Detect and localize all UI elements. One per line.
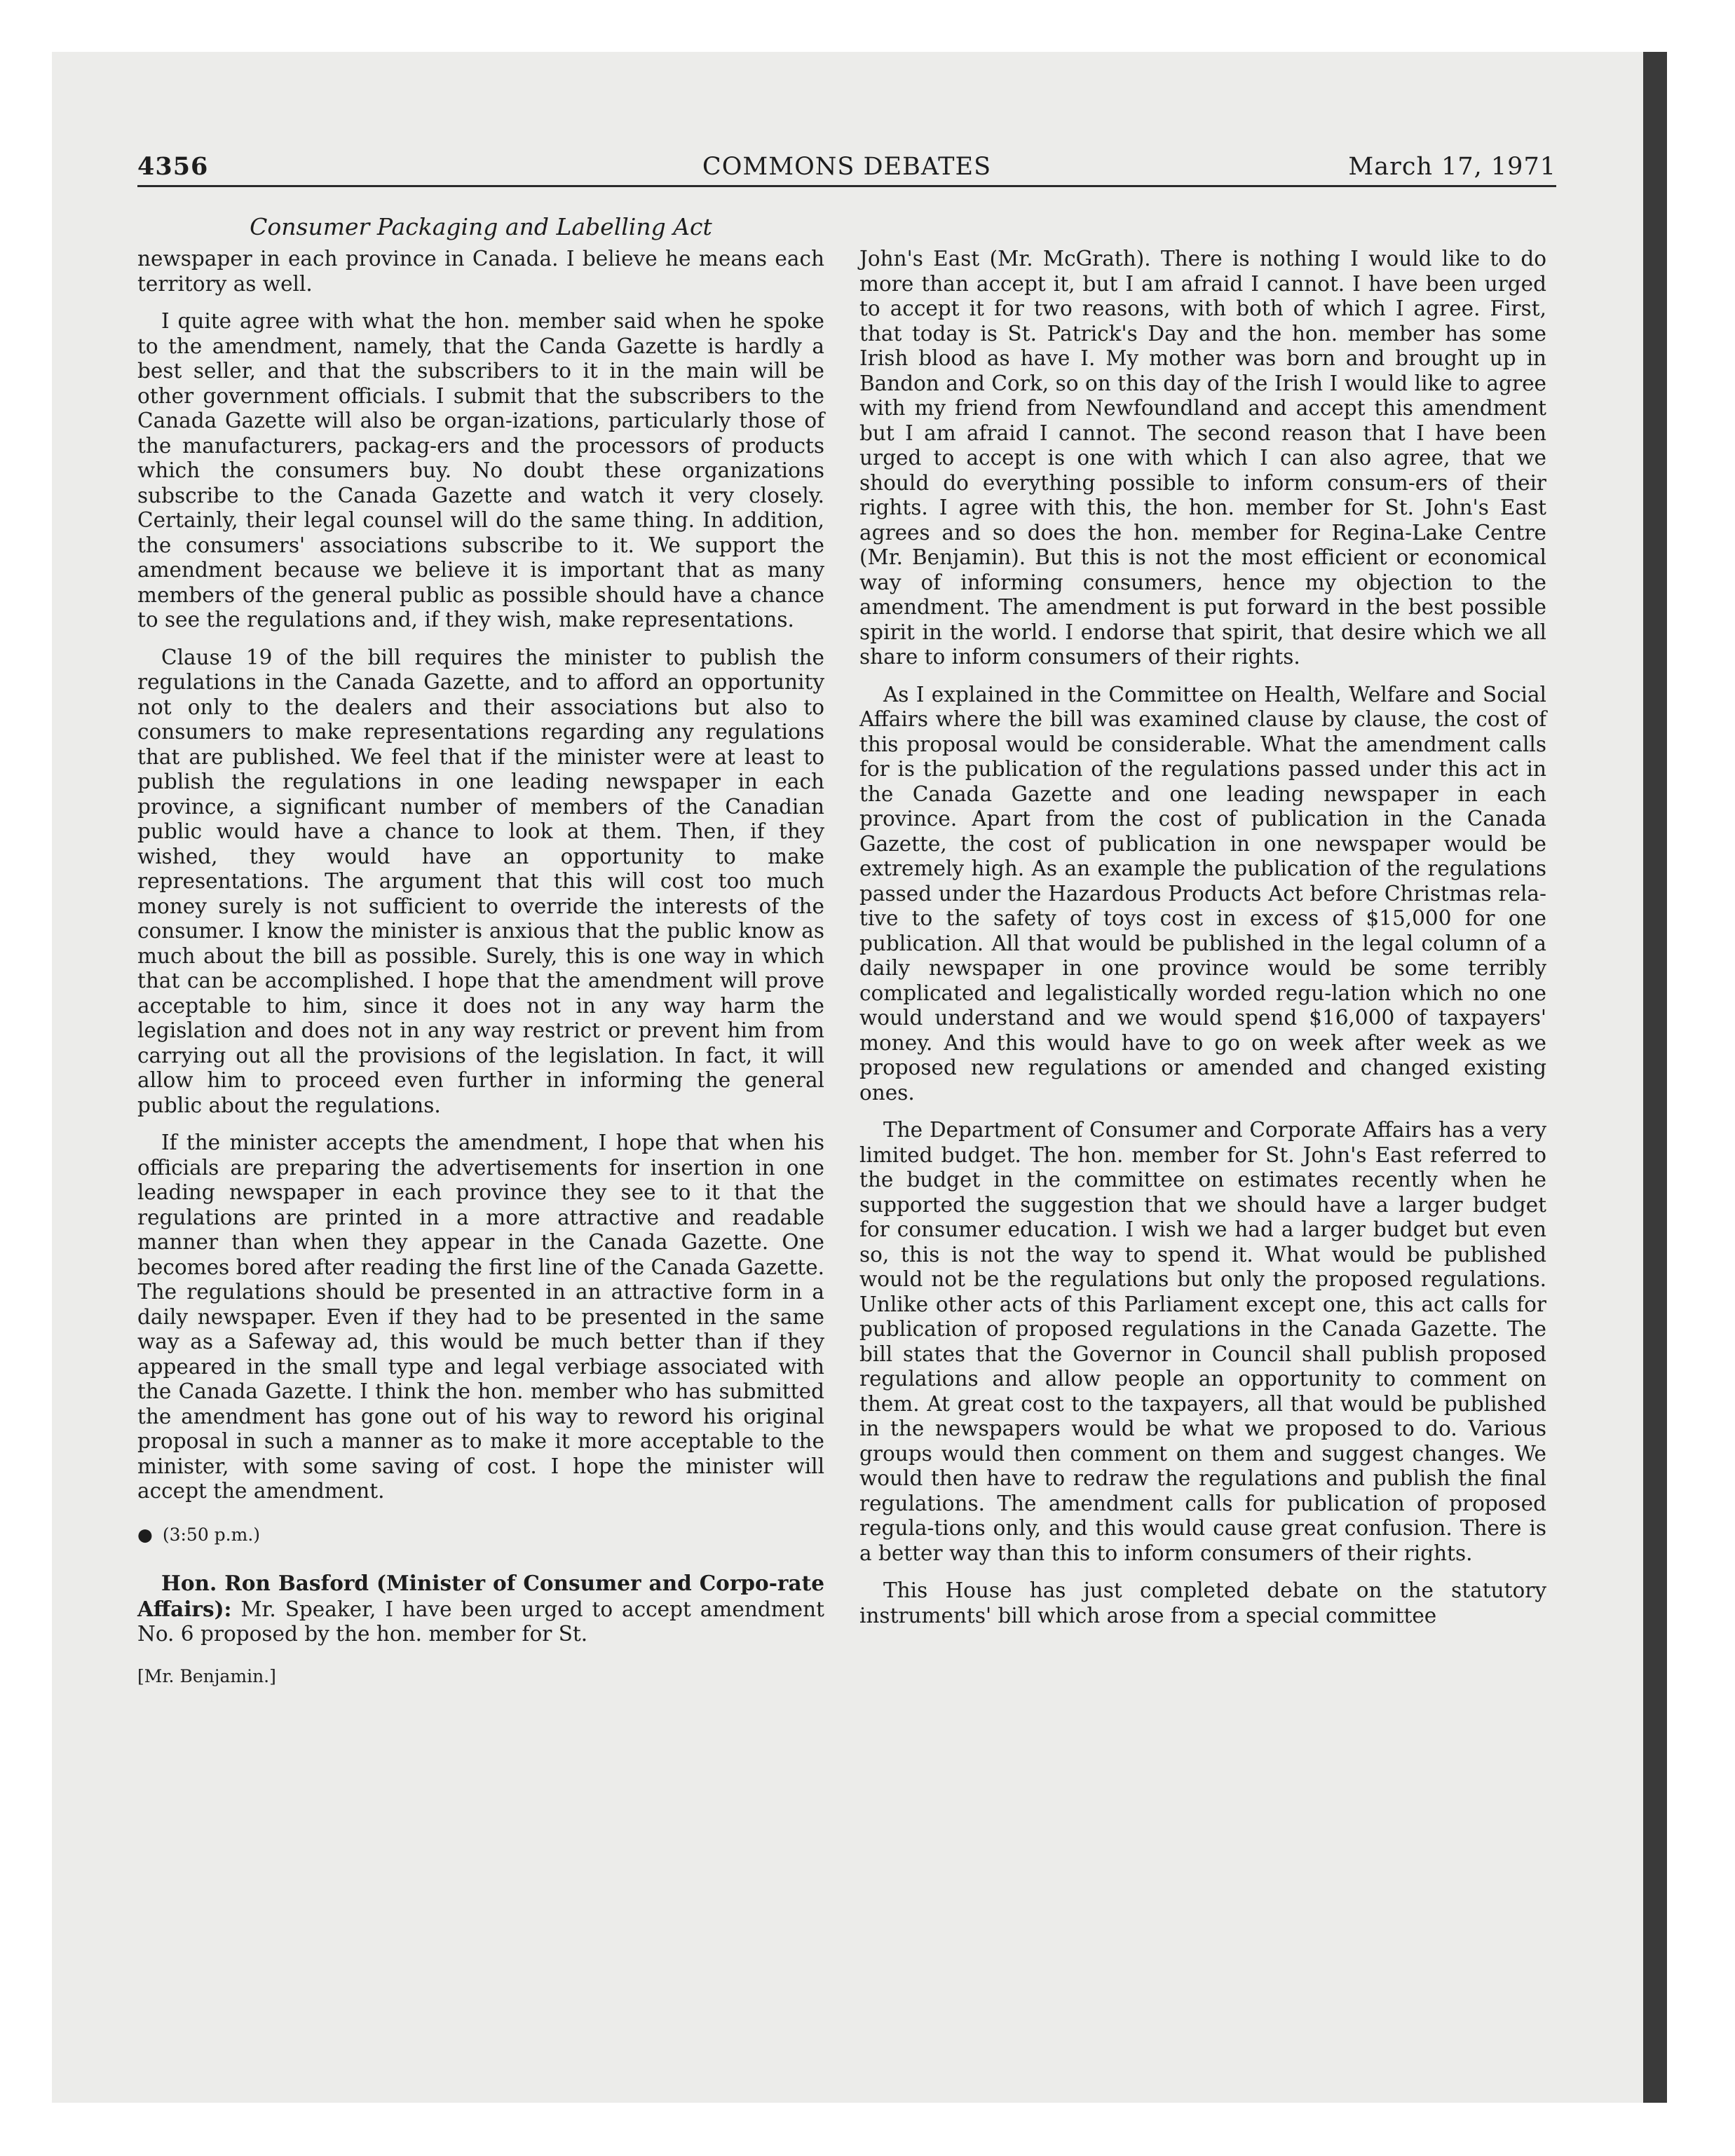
page-date: March 17, 1971 (1348, 153, 1556, 181)
right-column (859, 247, 1546, 1641)
speaker-name: Hon. Ron Basford (Minister of Consumer and Corpo-rate Affairs): (137, 1571, 824, 1621)
page-header (137, 147, 1556, 187)
paragraph: The Department of Consumer and Corporate Affairs has a very limited budget. The hon. member for St. John's East referred to the budget in the committee on estimates recently when he supported the suggestion that we should have a larger budget for consumer education. I wish we had a larger budget but even so, this is not the way to spend it. What would be published would not be the regulations but only the proposed regulations. Unlike other acts of this Parliament except one, this act calls for publication of proposed regulations in the Canada Gazette. The bill states that the Governor in Council shall publish proposed regulations and allow people an opportunity to comment on them. At great cost to the taxpayers, all that would be published in the newspapers would be what we proposed to do. Various groups would then comment on them and suggest changes. We would then have to redraw the regulations and publish the final regulations. The amendment calls for publication of proposed regula-tions only, and this would cause great confusion. There is a better way than this to inform consumers of their rights. (859, 1118, 1546, 1565)
footer-note: [Mr. Benjamin.] (137, 1665, 276, 1686)
bullet-icon: ● (137, 1524, 153, 1545)
speaker-text: Mr. Speaker, I have been urged to accept amendment No. 6 proposed by the hon. member for St. (137, 1597, 824, 1646)
paragraph: This House has just completed debate on the statutory instruments' bill which arose from a special committee (859, 1578, 1546, 1628)
paragraph: As I explained in the Committee on Health, Welfare and Social Affairs where the bill was examined clause by clause, the cost of this proposal would be considerable. What the amendment calls for is the publication of the regulations passed under this act in the Canada Gazette and one leading newspaper in each province. Apart from the cost of publication in the Canada Gazette, the cost of publication in one newspaper would be extremely high. As an example the publication of the regulations passed under the Hazardous Products Act before Christmas rela-tive to the safety of toys cost in excess of $15,000 for one publication. All that would be published in the legal column of a daily newspaper in one province would be some terribly complicated and legalistically worded regu-lation which no one would understand and we would spend $16,000 of taxpayers' money. And this would have to go on week after week as we proposed new regulations or amended and changed existing ones. (859, 682, 1546, 1105)
scan-edge-shadow (1643, 52, 1667, 2103)
act-title: Consumer Packaging and Labelling Act (250, 213, 712, 240)
paragraph: I quite agree with what the hon. member said when he spoke to the amendment, namely, that the Canda Gazette is hardly a best seller, and that the subscribers to it in the main will be other government officials. I submit that the subscribers to the Canada Gazette will also be organ-izations, particularly those of the manufacturers, packag-ers and the processors of products which the consumers buy. No doubt these organizations subscribe to the Canada Gazette and watch it very closely. Certainly, their legal counsel will do the same thing. In addition, the consumers' associations subscribe to it. We support the amendment because we believe it is important that as many members of the general public as possible should have a chance to see the regulations and, if they wish, make representations. (137, 309, 824, 632)
time-stamp (137, 1522, 824, 1548)
page-heading: COMMONS DEBATES (702, 153, 992, 181)
paragraph: newspaper in each province in Canada. I believe he means each territory as well. (137, 247, 824, 296)
paragraph: If the minister accepts the amendment, I hope that when his officials are preparing the advertisements for insertion in one leading newspaper in each province they see to it that the regulations are printed in a more attractive and readable manner than when they appear in the Canada Gazette. One becomes bored after reading the first line of the Canada Gazette. The regulations should be presented in an attractive form in a daily newspaper. Even if they had to be presented in the same way as a Safeway ad, this would be much better than if they appeared in the small type and legal verbiage associated with the Canada Gazette. I think the hon. member who has submitted the amendment has gone out of his way to reword his original proposal in such a manner as to make it more acceptable to the minister, with some saving of cost. I hope the minister will accept the amendment. (137, 1131, 824, 1503)
left-column (137, 247, 824, 1688)
speaker-paragraph (137, 1571, 824, 1647)
time-stamp-text: (3:50 p.m.) (162, 1524, 261, 1545)
paragraph: John's East (Mr. McGrath). There is nothing I would like to do more than accept it, but I am afraid I cannot. I have been urged to accept it for two reasons, with both of which I agree. First, that today is St. Patrick's Day and the hon. member has some Irish blood as have I. My mother was born and brought up in Bandon and Cork, so on this day of the Irish I would like to agree with my friend from Newfoundland and accept this amendment but I am afraid I cannot. The second reason that I have been urged to accept is one with which I can also agree, that we should do everything possible to inform consum-ers of their rights. I agree with this, the hon. member for St. John's East agrees and so does the hon. member for Regina-Lake Centre (Mr. Benjamin). But this is not the most efficient or economical way of informing consumers, hence my objection to the amendment. The amendment is put forward in the best possible spirit in the world. I endorse that spirit, that desire which we all share to inform consumers of their rights. (859, 247, 1546, 669)
paragraph: Clause 19 of the bill requires the minister to publish the regulations in the Canada Gazette, and to afford an opportunity not only to the dealers and their associations but also to consumers to make representations regarding any regulations that are published. We feel that if the minister were at least to publish the regulations in one leading newspaper in each province, a significant number of members of the Canadian public would have a chance to look at them. Then, if they wished, they would have an opportunity to make representations. The argument that this will cost too much money surely is not sufficient to override the interests of the consumer. I know the minister is anxious that the public know as much about the bill as possible. Surely, this is one way in which that can be accomplished. I hope that the amendment will prove acceptable to him, since it does not in any way harm the legislation and does not in any way restrict or prevent him from carrying out all the provisions of the legislation. In fact, it will allow him to proceed even further in informing the general public about the regulations. (137, 645, 824, 1117)
page-number: 4356 (137, 152, 209, 181)
